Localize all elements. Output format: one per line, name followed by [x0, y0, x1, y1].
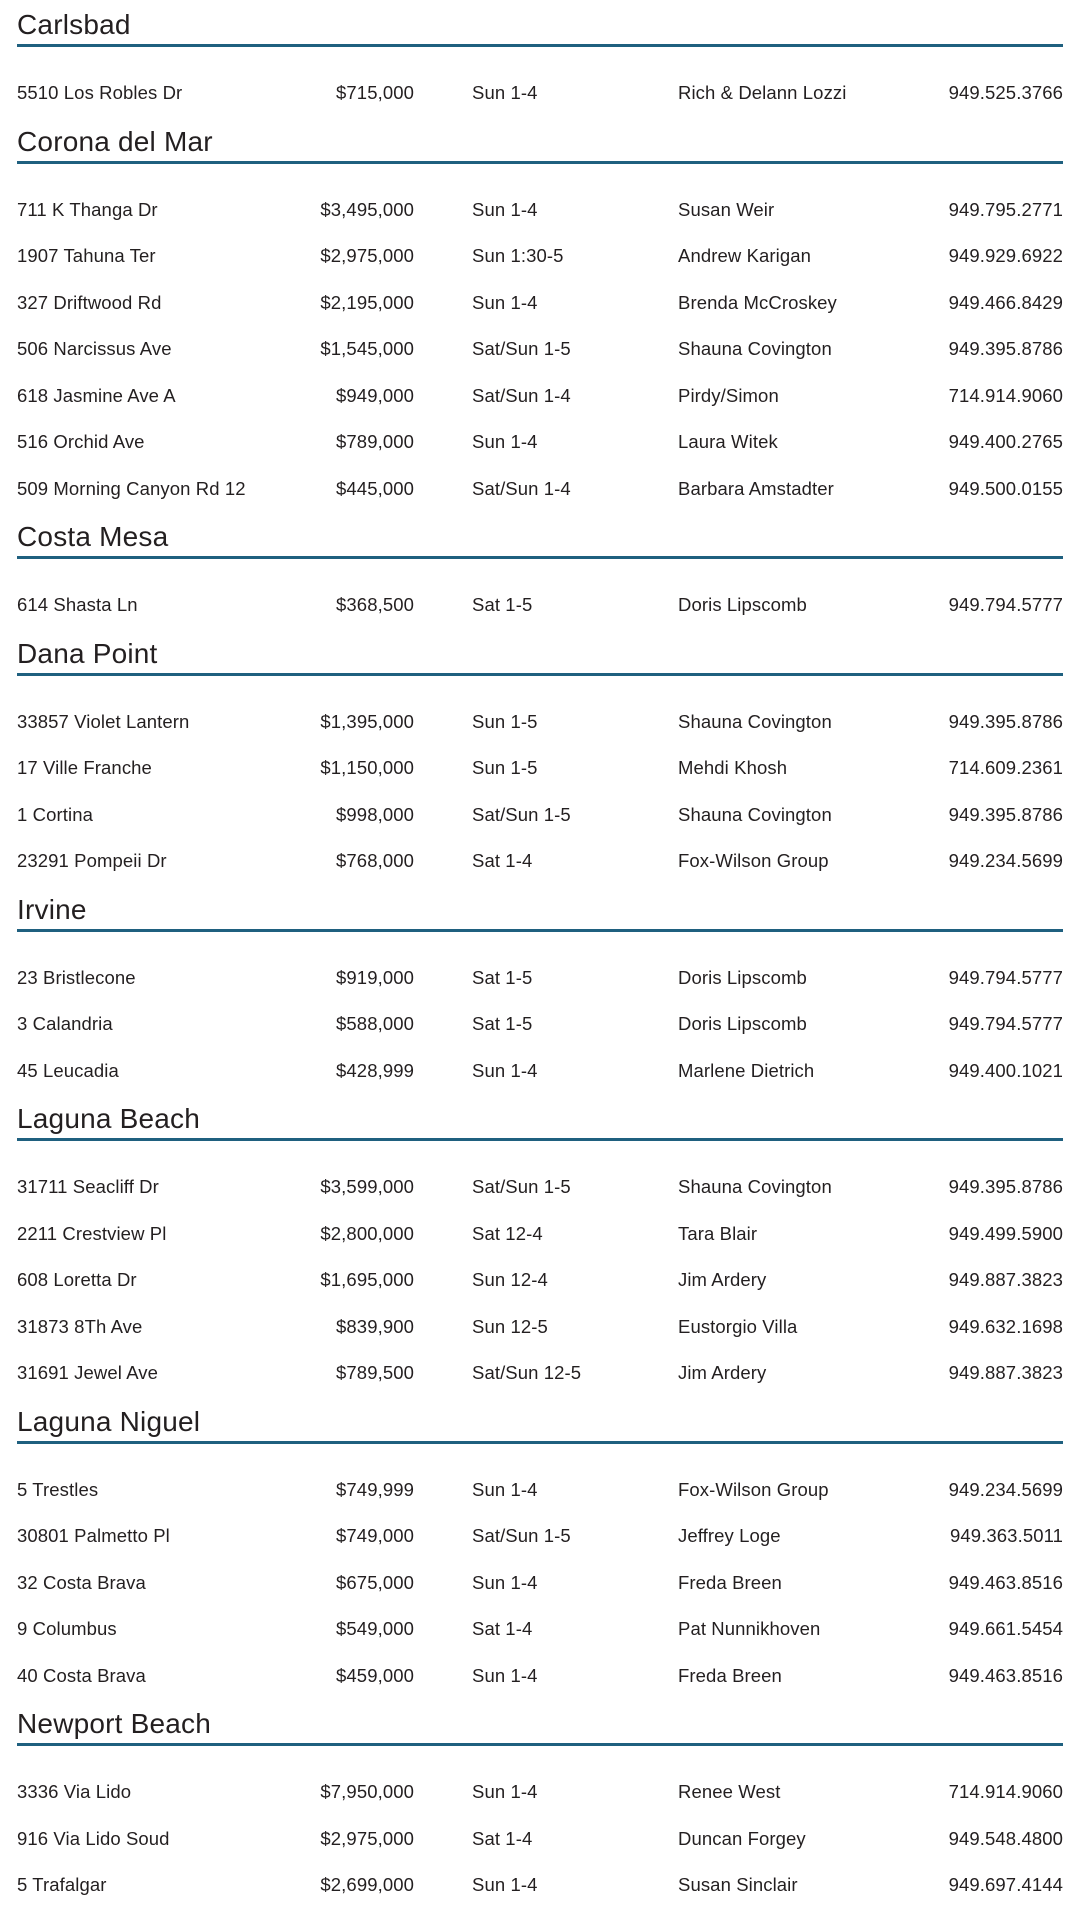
- listing-price: $3,495,000: [320, 198, 414, 220]
- listing-phone: 949.234.5699: [948, 850, 1063, 872]
- listing-row: [17, 1257, 1063, 1304]
- listing-agent: Susan Weir: [678, 198, 775, 220]
- listing-time: Sat 1-5: [472, 594, 533, 616]
- listing-address: 9 Columbus: [17, 1618, 117, 1640]
- listing-price: $1,695,000: [320, 1269, 414, 1291]
- listing-time: Sat/Sun 12-5: [472, 1362, 582, 1384]
- listing-phone: 714.609.2361: [948, 757, 1063, 779]
- listing-address: 614 Shasta Ln: [17, 594, 138, 616]
- listing-agent: Marlene Dietrich: [678, 1059, 815, 1081]
- listing-row: [17, 699, 1063, 746]
- listing-phone: 949.929.6922: [948, 245, 1063, 267]
- listing-address: 506 Narcissus Ave: [17, 338, 172, 360]
- listing-price: $768,000: [336, 850, 414, 872]
- listing-rows: [17, 699, 1063, 885]
- listing-price: $2,975,000: [320, 1827, 414, 1849]
- listing-price: $2,975,000: [320, 245, 414, 267]
- city-section: [17, 637, 1063, 885]
- city-heading: Laguna Niguel: [17, 1405, 1063, 1444]
- listing-row: [17, 280, 1063, 327]
- listing-time: Sat 1-4: [472, 850, 533, 872]
- listing-price: $588,000: [336, 1013, 414, 1035]
- listing-price: $789,000: [336, 431, 414, 453]
- listing-time: Sun 1-4: [472, 291, 538, 313]
- listing-row: [17, 419, 1063, 466]
- listing-agent: Susan Sinclair: [678, 1874, 798, 1896]
- listing-time: Sun 1:30-5: [472, 245, 564, 267]
- listing-agent: Shauna Covington: [678, 710, 832, 732]
- listing-agent: Andrew Karigan: [678, 245, 812, 267]
- listing-address: 2211 Crestview Pl: [17, 1222, 167, 1244]
- listing-address: 40 Costa Brava: [17, 1664, 146, 1686]
- listing-agent: Jeffrey Loge: [678, 1525, 781, 1547]
- city-heading: Corona del Mar: [17, 125, 1063, 164]
- listing-price: $998,000: [336, 803, 414, 825]
- city-heading: Dana Point: [17, 637, 1063, 676]
- listing-row: [17, 1560, 1063, 1607]
- listing-row: [17, 582, 1063, 629]
- listing-agent: Jim Ardery: [678, 1362, 767, 1384]
- listing-price: $749,000: [336, 1525, 414, 1547]
- listing-agent: Tara Blair: [678, 1222, 758, 1244]
- listing-row: [17, 955, 1063, 1002]
- listing-address: 516 Orchid Ave: [17, 431, 145, 453]
- listing-row: [17, 326, 1063, 373]
- listing-agent: Freda Breen: [678, 1664, 782, 1686]
- listing-row: [17, 1164, 1063, 1211]
- listing-agent: Doris Lipscomb: [678, 1013, 807, 1035]
- listing-row: [17, 1048, 1063, 1095]
- listing-time: Sat 1-4: [472, 1618, 533, 1640]
- listing-rows: [17, 1164, 1063, 1397]
- listing-price: $7,950,000: [320, 1781, 414, 1803]
- city-section: [17, 1405, 1063, 1700]
- listing-address: 1907 Tahuna Ter: [17, 245, 156, 267]
- listing-phone: 949.794.5777: [948, 594, 1063, 616]
- listing-row: [17, 1862, 1063, 1909]
- listing-row: [17, 233, 1063, 280]
- listing-phone: 949.661.5454: [948, 1618, 1063, 1640]
- listing-price: $839,900: [336, 1315, 414, 1337]
- listing-phone: 949.525.3766: [948, 82, 1063, 104]
- listing-address: 45 Leucadia: [17, 1059, 119, 1081]
- listing-row: [17, 1211, 1063, 1258]
- listing-agent: Freda Breen: [678, 1571, 782, 1593]
- listing-address: 3 Calandria: [17, 1013, 113, 1035]
- listing-address: 711 K Thanga Dr: [17, 198, 158, 220]
- listing-address: 5510 Los Robles Dr: [17, 82, 183, 104]
- listing-phone: 949.887.3823: [948, 1362, 1063, 1384]
- listing-rows: [17, 582, 1063, 629]
- listing-price: $715,000: [336, 82, 414, 104]
- listing-price: $549,000: [336, 1618, 414, 1640]
- listing-agent: Mehdi Khosh: [678, 757, 788, 779]
- listing-phone: 949.463.8516: [948, 1571, 1063, 1593]
- listing-price: $428,999: [336, 1059, 414, 1081]
- listing-phone: 949.795.2771: [948, 198, 1063, 220]
- listing-phone: 949.463.8516: [948, 1664, 1063, 1686]
- listing-row: [17, 70, 1063, 117]
- city-section: [17, 125, 1063, 513]
- listing-phone: 949.499.5900: [948, 1222, 1063, 1244]
- listing-row: [17, 1769, 1063, 1816]
- listing-phone: 949.466.8429: [948, 291, 1063, 313]
- listing-row: [17, 1816, 1063, 1863]
- listing-phone: 949.363.5011: [950, 1525, 1063, 1547]
- listing-phone: 949.794.5777: [948, 966, 1063, 988]
- listing-price: $2,699,000: [320, 1874, 414, 1896]
- listing-address: 33857 Violet Lantern: [17, 710, 190, 732]
- listing-agent: Renee West: [678, 1781, 781, 1803]
- city-section: [17, 8, 1063, 117]
- listing-time: Sat/Sun 1-5: [472, 1525, 571, 1547]
- listing-phone: 949.887.3823: [948, 1269, 1063, 1291]
- listing-address: 17 Ville Franche: [17, 757, 152, 779]
- listing-time: Sun 12-4: [472, 1269, 548, 1291]
- listing-phone: 949.500.0155: [948, 477, 1063, 499]
- listing-agent: Barbara Amstadter: [678, 477, 834, 499]
- listing-price: $459,000: [336, 1664, 414, 1686]
- listing-address: 916 Via Lido Soud: [17, 1827, 170, 1849]
- listing-agent: Fox-Wilson Group: [678, 850, 829, 872]
- listing-time: Sun 1-4: [472, 1664, 538, 1686]
- listing-time: Sun 1-4: [472, 82, 538, 104]
- listing-time: Sun 1-4: [472, 431, 538, 453]
- listing-phone: 949.400.2765: [948, 431, 1063, 453]
- listing-agent: Fox-Wilson Group: [678, 1478, 829, 1500]
- listing-row: [17, 373, 1063, 420]
- listing-phone: 949.234.5699: [948, 1478, 1063, 1500]
- listing-time: Sun 1-4: [472, 1874, 538, 1896]
- city-section: [17, 893, 1063, 1095]
- city-heading: Laguna Beach: [17, 1102, 1063, 1141]
- listing-row: [17, 792, 1063, 839]
- listing-address: 608 Loretta Dr: [17, 1269, 137, 1291]
- listing-price: $368,500: [336, 594, 414, 616]
- listing-time: Sun 1-5: [472, 757, 538, 779]
- listing-price: $1,395,000: [320, 710, 414, 732]
- listing-address: 1 Cortina: [17, 803, 93, 825]
- listing-phone: 949.632.1698: [948, 1315, 1063, 1337]
- listing-row: [17, 1304, 1063, 1351]
- listing-agent: Brenda McCroskey: [678, 291, 837, 313]
- listing-rows: [17, 955, 1063, 1095]
- listing-address: 5 Trafalgar: [17, 1874, 107, 1896]
- listing-time: Sat 1-5: [472, 1013, 533, 1035]
- listing-address: 618 Jasmine Ave A: [17, 384, 176, 406]
- listing-time: Sat/Sun 1-5: [472, 803, 571, 825]
- listing-phone: 949.697.4144: [948, 1874, 1063, 1896]
- listing-phone: 949.395.8786: [948, 803, 1063, 825]
- listing-address: 23291 Pompeii Dr: [17, 850, 167, 872]
- listing-address: 23 Bristlecone: [17, 966, 136, 988]
- listing-address: 32 Costa Brava: [17, 1571, 146, 1593]
- city-heading: Costa Mesa: [17, 520, 1063, 559]
- listing-phone: 949.794.5777: [948, 1013, 1063, 1035]
- listing-time: Sun 1-4: [472, 198, 538, 220]
- listing-row: [17, 466, 1063, 513]
- listing-address: 5 Trestles: [17, 1478, 99, 1500]
- listing-price: $1,150,000: [320, 757, 414, 779]
- listing-price: $2,195,000: [320, 291, 414, 313]
- listing-price: $3,599,000: [320, 1176, 414, 1198]
- listing-time: Sat 1-4: [472, 1827, 533, 1849]
- listing-row: [17, 1001, 1063, 1048]
- listing-price: $675,000: [336, 1571, 414, 1593]
- listing-phone: 714.914.9060: [948, 384, 1063, 406]
- listing-time: Sun 1-4: [472, 1059, 538, 1081]
- listing-row: [17, 1513, 1063, 1560]
- city-heading: Irvine: [17, 893, 1063, 932]
- listing-row: [17, 1467, 1063, 1514]
- listing-price: $749,999: [336, 1478, 414, 1500]
- listing-agent: Doris Lipscomb: [678, 594, 807, 616]
- listing-price: $1,545,000: [320, 338, 414, 360]
- listing-agent: Pat Nunnikhoven: [678, 1618, 821, 1640]
- listing-agent: Jim Ardery: [678, 1269, 767, 1291]
- listing-agent: Shauna Covington: [678, 803, 832, 825]
- listing-price: $949,000: [336, 384, 414, 406]
- listing-phone: 949.395.8786: [948, 710, 1063, 732]
- listing-time: Sat 12-4: [472, 1222, 543, 1244]
- listing-agent: Shauna Covington: [678, 1176, 832, 1198]
- listing-time: Sat 1-5: [472, 966, 533, 988]
- listing-phone: 949.548.4800: [948, 1827, 1063, 1849]
- city-heading: Carlsbad: [17, 8, 1063, 47]
- listing-time: Sat/Sun 1-4: [472, 384, 571, 406]
- listing-rows: [17, 187, 1063, 513]
- listing-time: Sat/Sun 1-5: [472, 338, 571, 360]
- listing-time: Sat/Sun 1-4: [472, 477, 571, 499]
- city-section: [17, 1102, 1063, 1397]
- listing-rows: [17, 70, 1063, 117]
- listing-price: $919,000: [336, 966, 414, 988]
- listing-agent: Laura Witek: [678, 431, 778, 453]
- listing-time: Sun 1-4: [472, 1478, 538, 1500]
- city-section: [17, 520, 1063, 629]
- city-section: [17, 1707, 1063, 1909]
- listing-phone: 714.914.9060: [948, 1781, 1063, 1803]
- listing-agent: Shauna Covington: [678, 338, 832, 360]
- listing-agent: Eustorgio Villa: [678, 1315, 798, 1337]
- listing-time: Sun 1-5: [472, 710, 538, 732]
- listing-time: Sat/Sun 1-5: [472, 1176, 571, 1198]
- city-heading: Newport Beach: [17, 1707, 1063, 1746]
- listing-address: 509 Morning Canyon Rd 12: [17, 477, 246, 499]
- listing-phone: 949.395.8786: [948, 1176, 1063, 1198]
- listing-rows: [17, 1769, 1063, 1909]
- listing-time: Sun 1-4: [472, 1781, 538, 1803]
- listing-price: $2,800,000: [320, 1222, 414, 1244]
- listing-address: 31691 Jewel Ave: [17, 1362, 159, 1384]
- listing-agent: Pirdy/Simon: [678, 384, 779, 406]
- listing-row: [17, 1350, 1063, 1397]
- listing-price: $445,000: [336, 477, 414, 499]
- listing-row: [17, 1653, 1063, 1700]
- listing-price: $789,500: [336, 1362, 414, 1384]
- listing-row: [17, 187, 1063, 234]
- listing-address: 327 Driftwood Rd: [17, 291, 162, 313]
- listing-phone: 949.395.8786: [948, 338, 1063, 360]
- listing-rows: [17, 1467, 1063, 1700]
- listing-row: [17, 1606, 1063, 1653]
- listing-phone: 949.400.1021: [948, 1059, 1063, 1081]
- open-house-listings-document: [0, 8, 1078, 1909]
- listing-address: 31711 Seacliff Dr: [17, 1176, 159, 1198]
- listing-time: Sun 12-5: [472, 1315, 548, 1337]
- listing-address: 3336 Via Lido: [17, 1781, 132, 1803]
- listing-agent: Duncan Forgey: [678, 1827, 806, 1849]
- listing-address: 31873 8Th Ave: [17, 1315, 143, 1337]
- listing-address: 30801 Palmetto Pl: [17, 1525, 170, 1547]
- listing-row: [17, 838, 1063, 885]
- listing-agent: Doris Lipscomb: [678, 966, 807, 988]
- listing-row: [17, 745, 1063, 792]
- listing-agent: Rich & Delann Lozzi: [678, 82, 847, 104]
- listing-time: Sun 1-4: [472, 1571, 538, 1593]
